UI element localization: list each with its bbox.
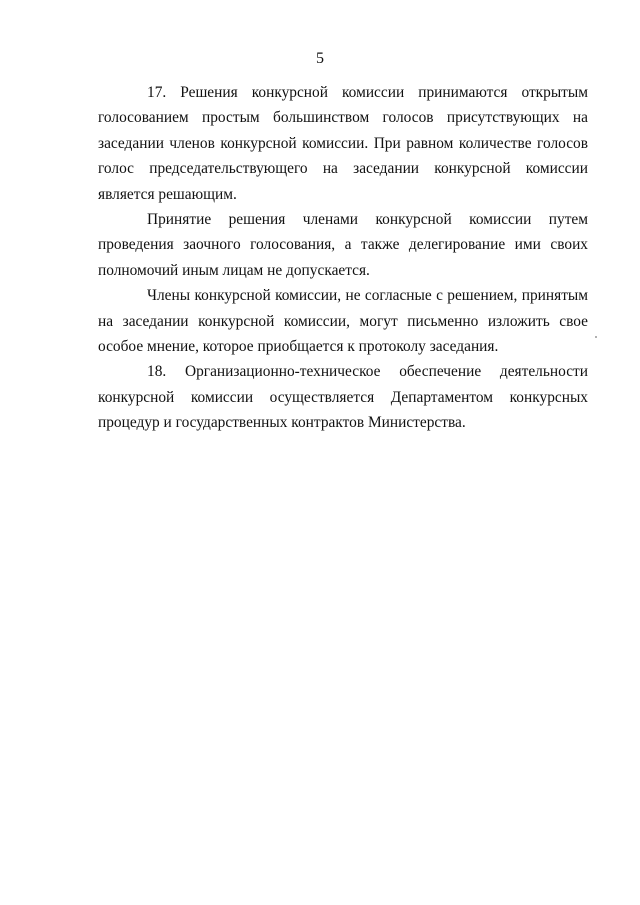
- scan-dot-mark: [595, 336, 597, 338]
- paragraph-absentee-voting: Принятие решения членами конкурсной комиссии путем проведения заочного голосования, а также делегирование ими своих полномочий иным лицам не допускается.: [98, 211, 588, 279]
- paragraph-dissenting-opinion: Члены конкурсной комиссии, не согласные с решением, принятым на заседании конкурсной комиссии, могут письменно изложить свое особое мнение, которое приобщается к протоколу заседания.: [98, 287, 588, 356]
- page-number: 5: [316, 50, 324, 67]
- document-body: [98, 80, 588, 436]
- paragraph-17-voting: 17. Решения конкурсной комиссии принимаются открытым голосованием простым большинством голосов присутствующих на заседании членов конкурсной комиссии. При равном количестве голосов голос председательствующего на заседании конкурсной комиссии является решающим.: [98, 84, 588, 203]
- paragraph-18-support: 18. Организационно-техническое обеспечение деятельности конкурсной комиссии осуществляется Департаментом конкурсных процедур и государственных контрактов Министерства.: [98, 363, 588, 432]
